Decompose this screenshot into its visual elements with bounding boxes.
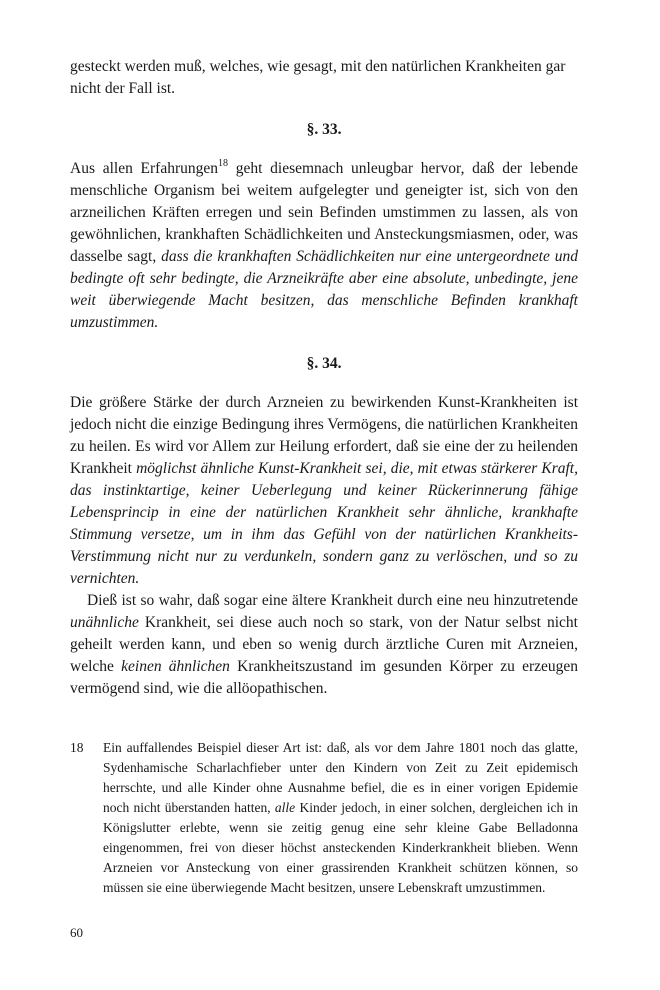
footnote-italic: alle <box>274 800 296 815</box>
sec33-text-a: Aus allen Erfahrungen <box>70 160 219 177</box>
sec33-italic-text: dass die krankhaften Schädlichkeiten nur eine untergeordnete und bedingte oft sehr bedingte, die Arzneikräfte aber eine absolute, unbedingte, jene weit überwiegende Macht besitzen, das menschliche Befinden krankhaft umzustimmen. <box>70 248 578 331</box>
sec34-p2-italic-1: unähnliche <box>70 614 139 631</box>
section-34-paragraph-2 <box>70 590 578 700</box>
sec34-p2-text-c: Krankheitszustand im gesunden Körper zu erzeugen vermögend sind, wie die allöopathischen. <box>70 658 578 697</box>
sec34-p1-text: Die größere Stärke der durch Arzneien zu bewirkenden Kunst-Krankheiten ist jedoch nicht die einzige Bedingung ihres Vermögens, die natürlichen Krankheiten zu heilen. Es wird vor Allem zur Heilung erfordert, daß sie eine der zu heilenden Krankheit <box>70 394 578 477</box>
footnote-text <box>103 738 578 898</box>
footnote-reference[interactable]: 18 <box>218 157 229 169</box>
section-34-paragraph-1 <box>70 392 578 590</box>
page-number: 60 <box>70 925 83 940</box>
section-33-paragraph <box>70 158 578 334</box>
footnote-text-b: Kinder jedoch, in einer solchen, dergleichen ich in Königslutter erlebte, wenn sie zeitig genug eine sehr kleine Gabe Belladonna eingenommen, frei von dieser höchst ansteckenden Kinderkrankheit blieben. Wenn Arzneien vor Ansteckung von einer grassirenden Krankheit schützen können, so müssen sie eine überwiegende Macht besitzen, unsere Lebenskraft umzustimmen. <box>103 800 579 895</box>
sec34-p2-italic-2: keinen ähnlichen <box>121 658 230 675</box>
section-heading-33: §. 33. <box>306 121 342 138</box>
page-body <box>70 56 578 700</box>
sec34-p2-text-b: Krankheit, sei diese auch noch so stark, von der Natur selbst nicht geheilt werden kann, und eben so wenig durch ärztliche Curen mit Arzneien, welche <box>70 614 578 675</box>
footnote-18 <box>70 738 578 898</box>
continuation-paragraph: gesteckt werden muß, welches, wie gesagt, mit den natürlichen Krankheiten gar nicht der Fall ist. <box>70 58 566 97</box>
footnote-number: 18 <box>70 740 84 755</box>
section-heading-34: §. 34. <box>306 355 342 372</box>
sec34-p1-italic: möglichst ähnliche Kunst-Krankheit sei, die, mit etwas stärkerer Kraft, das instinktartige, keiner Ueberlegung und keiner Rückerinnerung fähige Lebensprincip in eine der natürlichen Krankheit sehr ähnliche, krankhafte Stimmung versetze, um in ihm das Gefühl von der natürlichen Krankheits-Verstimmung nicht nur zu verdunkeln, sondern ganz zu verlöschen, und so zu vernichten. <box>70 460 578 587</box>
sec33-text-b: geht diesemnach unleugbar hervor, daß der lebende menschliche Organism bei weitem aufgelegter und geneigter ist, sich von den arzneilichen Kräften erregen und sein Befinden umstimmen zu lassen, als von gewöhnlichen, krankhaften Schädlichkeiten und Ansteckungsmiasmen, oder, was dasselbe sagt, <box>70 160 578 265</box>
footnote-text-a: Ein auffallendes Beispiel dieser Art ist: daß, als vor dem Jahre 1801 noch das glatte, Sydenhamische Scharlachfieber unter den Kindern von Zeit zu Zeit epidemisch herrschte, und alle Kinder ohne Ausnahme befiel, die es in einer vorigen Epidemie noch nicht überstanden hatten, <box>103 740 578 815</box>
sec34-p2-text-a: Dieß ist so wahr, daß sogar eine ältere Krankheit durch eine neu hinzutretende <box>87 592 578 609</box>
